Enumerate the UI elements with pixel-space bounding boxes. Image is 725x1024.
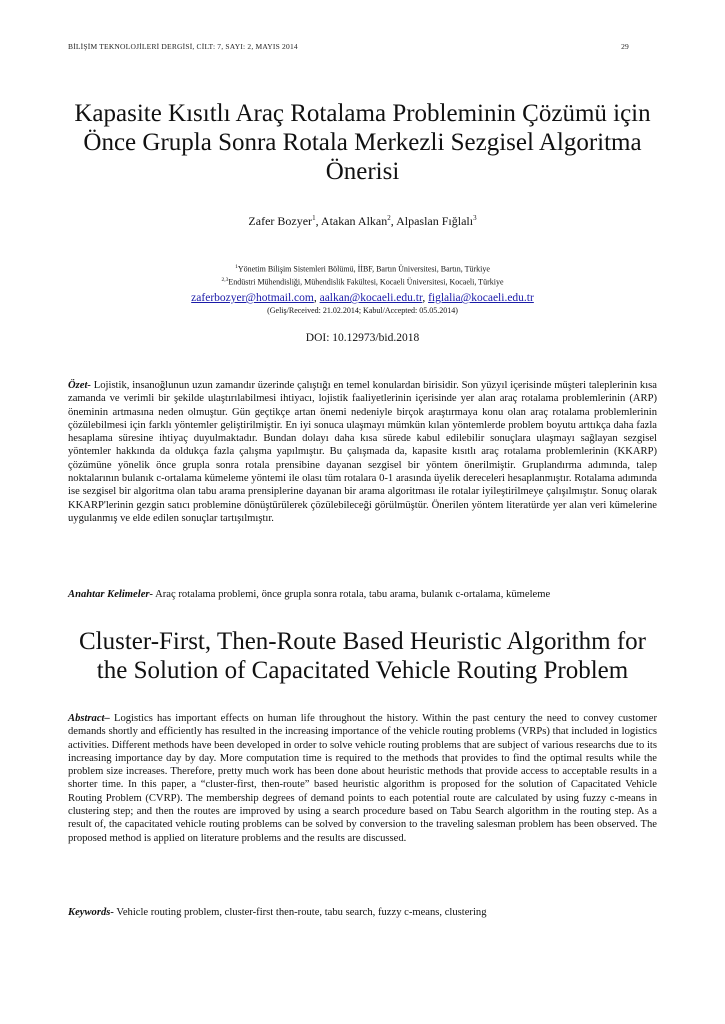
email-separator: , bbox=[313, 292, 320, 304]
doi: DOI: 10.12973/bid.2018 bbox=[305, 332, 420, 344]
running-header bbox=[68, 42, 629, 51]
keywords-label: Anahtar Kelimeler- bbox=[68, 589, 154, 600]
english-title bbox=[40, 627, 685, 685]
author-affiliation-mark: 1 bbox=[312, 214, 316, 222]
keywords-text: Araç rotalama problemi, önce grupla sonra rotala, tabu arama, bulanık c-ortalama, kümeleme bbox=[153, 589, 551, 600]
affiliation-mark: 1 bbox=[235, 264, 238, 270]
affiliation-text: Endüstri Mühendisliği, Mühendislik Fakültesi, Kocaeli Üniversitesi, Kocaeli, Türkiye bbox=[228, 277, 504, 287]
affiliation bbox=[0, 262, 725, 275]
affiliation-text: Yönetim Bilişim Sistemleri Bölümü, İİBF, Bartın Üniversitesi, Bartın, Türkiye bbox=[237, 264, 490, 274]
email-separator: , bbox=[422, 292, 429, 304]
page-number: 29 bbox=[621, 42, 629, 51]
abstract-label: Abstract– bbox=[68, 713, 110, 724]
turkish-title-line: Önerisi bbox=[325, 158, 400, 185]
abstract-label: Özet- bbox=[68, 380, 91, 391]
author-list bbox=[0, 214, 725, 229]
english-abstract bbox=[68, 712, 657, 845]
keywords-text: Vehicle routing problem, cluster-first then-route, tabu search, fuzzy c-means, clustering bbox=[113, 907, 487, 918]
turkish-title bbox=[40, 99, 685, 186]
turkish-abstract bbox=[68, 379, 657, 525]
english-keywords bbox=[68, 906, 657, 919]
email-link[interactable]: aalkan@kocaeli.edu.tr bbox=[319, 292, 423, 304]
author-name: Atakan Alkan bbox=[320, 214, 388, 228]
author-separator: , bbox=[315, 214, 321, 228]
email-list bbox=[0, 292, 725, 304]
abstract-text: Logistics has important effects on human life throughout the history. Within the past century the need to convey customer demands shortly and efficiently has resulted in the increasing importance of the vehicle routing problems (VRPs) that included in logistics activities. Different methods have been developed in order to solve vehicle routing problems that are subject of various researchs due to its increasing importance day by day. More computation time is required to the methods that provides to find the optimal results while the problem size increases. Therefore, pretty much work has been done about heuristic methods that provide access to acceptable results in a shorter time. In this paper, a “cluster-first, then-route” based heuristic algorithm is proposed for the solution of Capacitated Vehicle Routing Problem (CVRP). The membership degrees of demand points to each potential route are calculated by using fuzzy c-means in clustering step; and then the routes are improved by using a search procedure based on Tabu Search algorithm in the routing step. As a result of, the capacitated vehicle routing problems can be solved by conversion to the traveling salesman problem has been observed. The proposed method is applied on literature problems and the results are discussed. bbox=[68, 713, 657, 844]
affiliation-mark: 2,3 bbox=[221, 276, 229, 283]
english-title-line: Cluster-First, Then-Route Based Heuristic Algorithm for bbox=[78, 628, 647, 655]
author-separator: , bbox=[390, 214, 397, 228]
email-link[interactable]: zaferbozyer@hotmail.com bbox=[191, 292, 314, 304]
received-accepted-dates: (Geliş/Received: 21.02.2014; Kabul/Accepted: 05.05.2014) bbox=[267, 306, 458, 315]
abstract-text: Lojistik, insanoğlunun uzun zamandır üzerinde çalıştığı en temel konulardan birisidir. Son yüzyıl içerisinde müşteri taleplerinin kısa zamanda ve verimli bir şekilde ulaştırılabilmesi ihtiyacı, lojistik faaliyetlerinin içerisinde yer alan araç rotalama problemlerinin (ARP) öneminin artmasına neden olmuştur. Gün geçtikçe artan önemi nedeniyle birçok araştırmaya konu olan araç rotalama problemlerinin çözülebilmesi için farklı yöntemler geliştirilmiştir. En iyi sonuca ulaşmayı mümkün kılan yöntemlerde problem boyutu arttıkça daha fazla hesaplama süresine ihtiyaç duyulmaktadır. Bundan dolayı daha kısa sürede kabul edilebilir sonuçlara ulaşmayı sağlayan sezgisel yöntemler hakkında da oldukça fazla çalışma yapılmıştır. Bu çalışmada da, kapasite kısıtlı araç rotalama problemlerinin (KKARP) çözümüne yönelik önce grupla sonra rotala prensibine dayanan sezgisel bir yöntem önerilmiştir. Gruplandırma adımında, talep noktalarının bulanık c-ortalama kümeleme yöntemi ile olası tüm rotalara 0-1 arasında üyelik dereceleri hesaplanmıştır. Rotalama adımında ise sezgisel bir algoritma olan tabu arama prensiplerine dayanan bir arama algoritması ile rotalar iyileştirilmeye çalışılmıştır. Sonuç olarak KKARP'lerinin gezgin satıcı problemine dönüştürülerek çözülebileceği görülmüştür. Önerilen yöntem literatürde yer alan veri kümelerine uygulanmış ve elde edilen sonuçlar tartışılmıştır. bbox=[68, 380, 657, 524]
turkish-title-line: Kapasite Kısıtlı Araç Rotalama Probleminin Çözümü için bbox=[74, 100, 651, 127]
affiliations bbox=[0, 262, 725, 287]
author-affiliation-mark: 3 bbox=[473, 214, 477, 222]
author-name: Zafer Bozyer bbox=[248, 214, 313, 228]
english-title-line: the Solution of Capacitated Vehicle Routing Problem bbox=[96, 657, 629, 684]
affiliation bbox=[0, 275, 725, 288]
author-name: Alpaslan Fığlalı bbox=[396, 214, 474, 228]
turkish-title-line: Önce Grupla Sonra Rotala Merkezli Sezgisel Algoritma bbox=[83, 129, 642, 156]
keywords-label: Keywords- bbox=[68, 907, 114, 918]
turkish-keywords bbox=[68, 588, 657, 601]
author-affiliation-mark: 2 bbox=[387, 214, 391, 222]
journal-header: BİLİŞİM TEKNOLOJİLERİ DERGİSİ, CİLT: 7, SAYI: 2, MAYIS 2014 bbox=[68, 42, 298, 51]
email-link[interactable]: figlalia@kocaeli.edu.tr bbox=[428, 292, 534, 304]
